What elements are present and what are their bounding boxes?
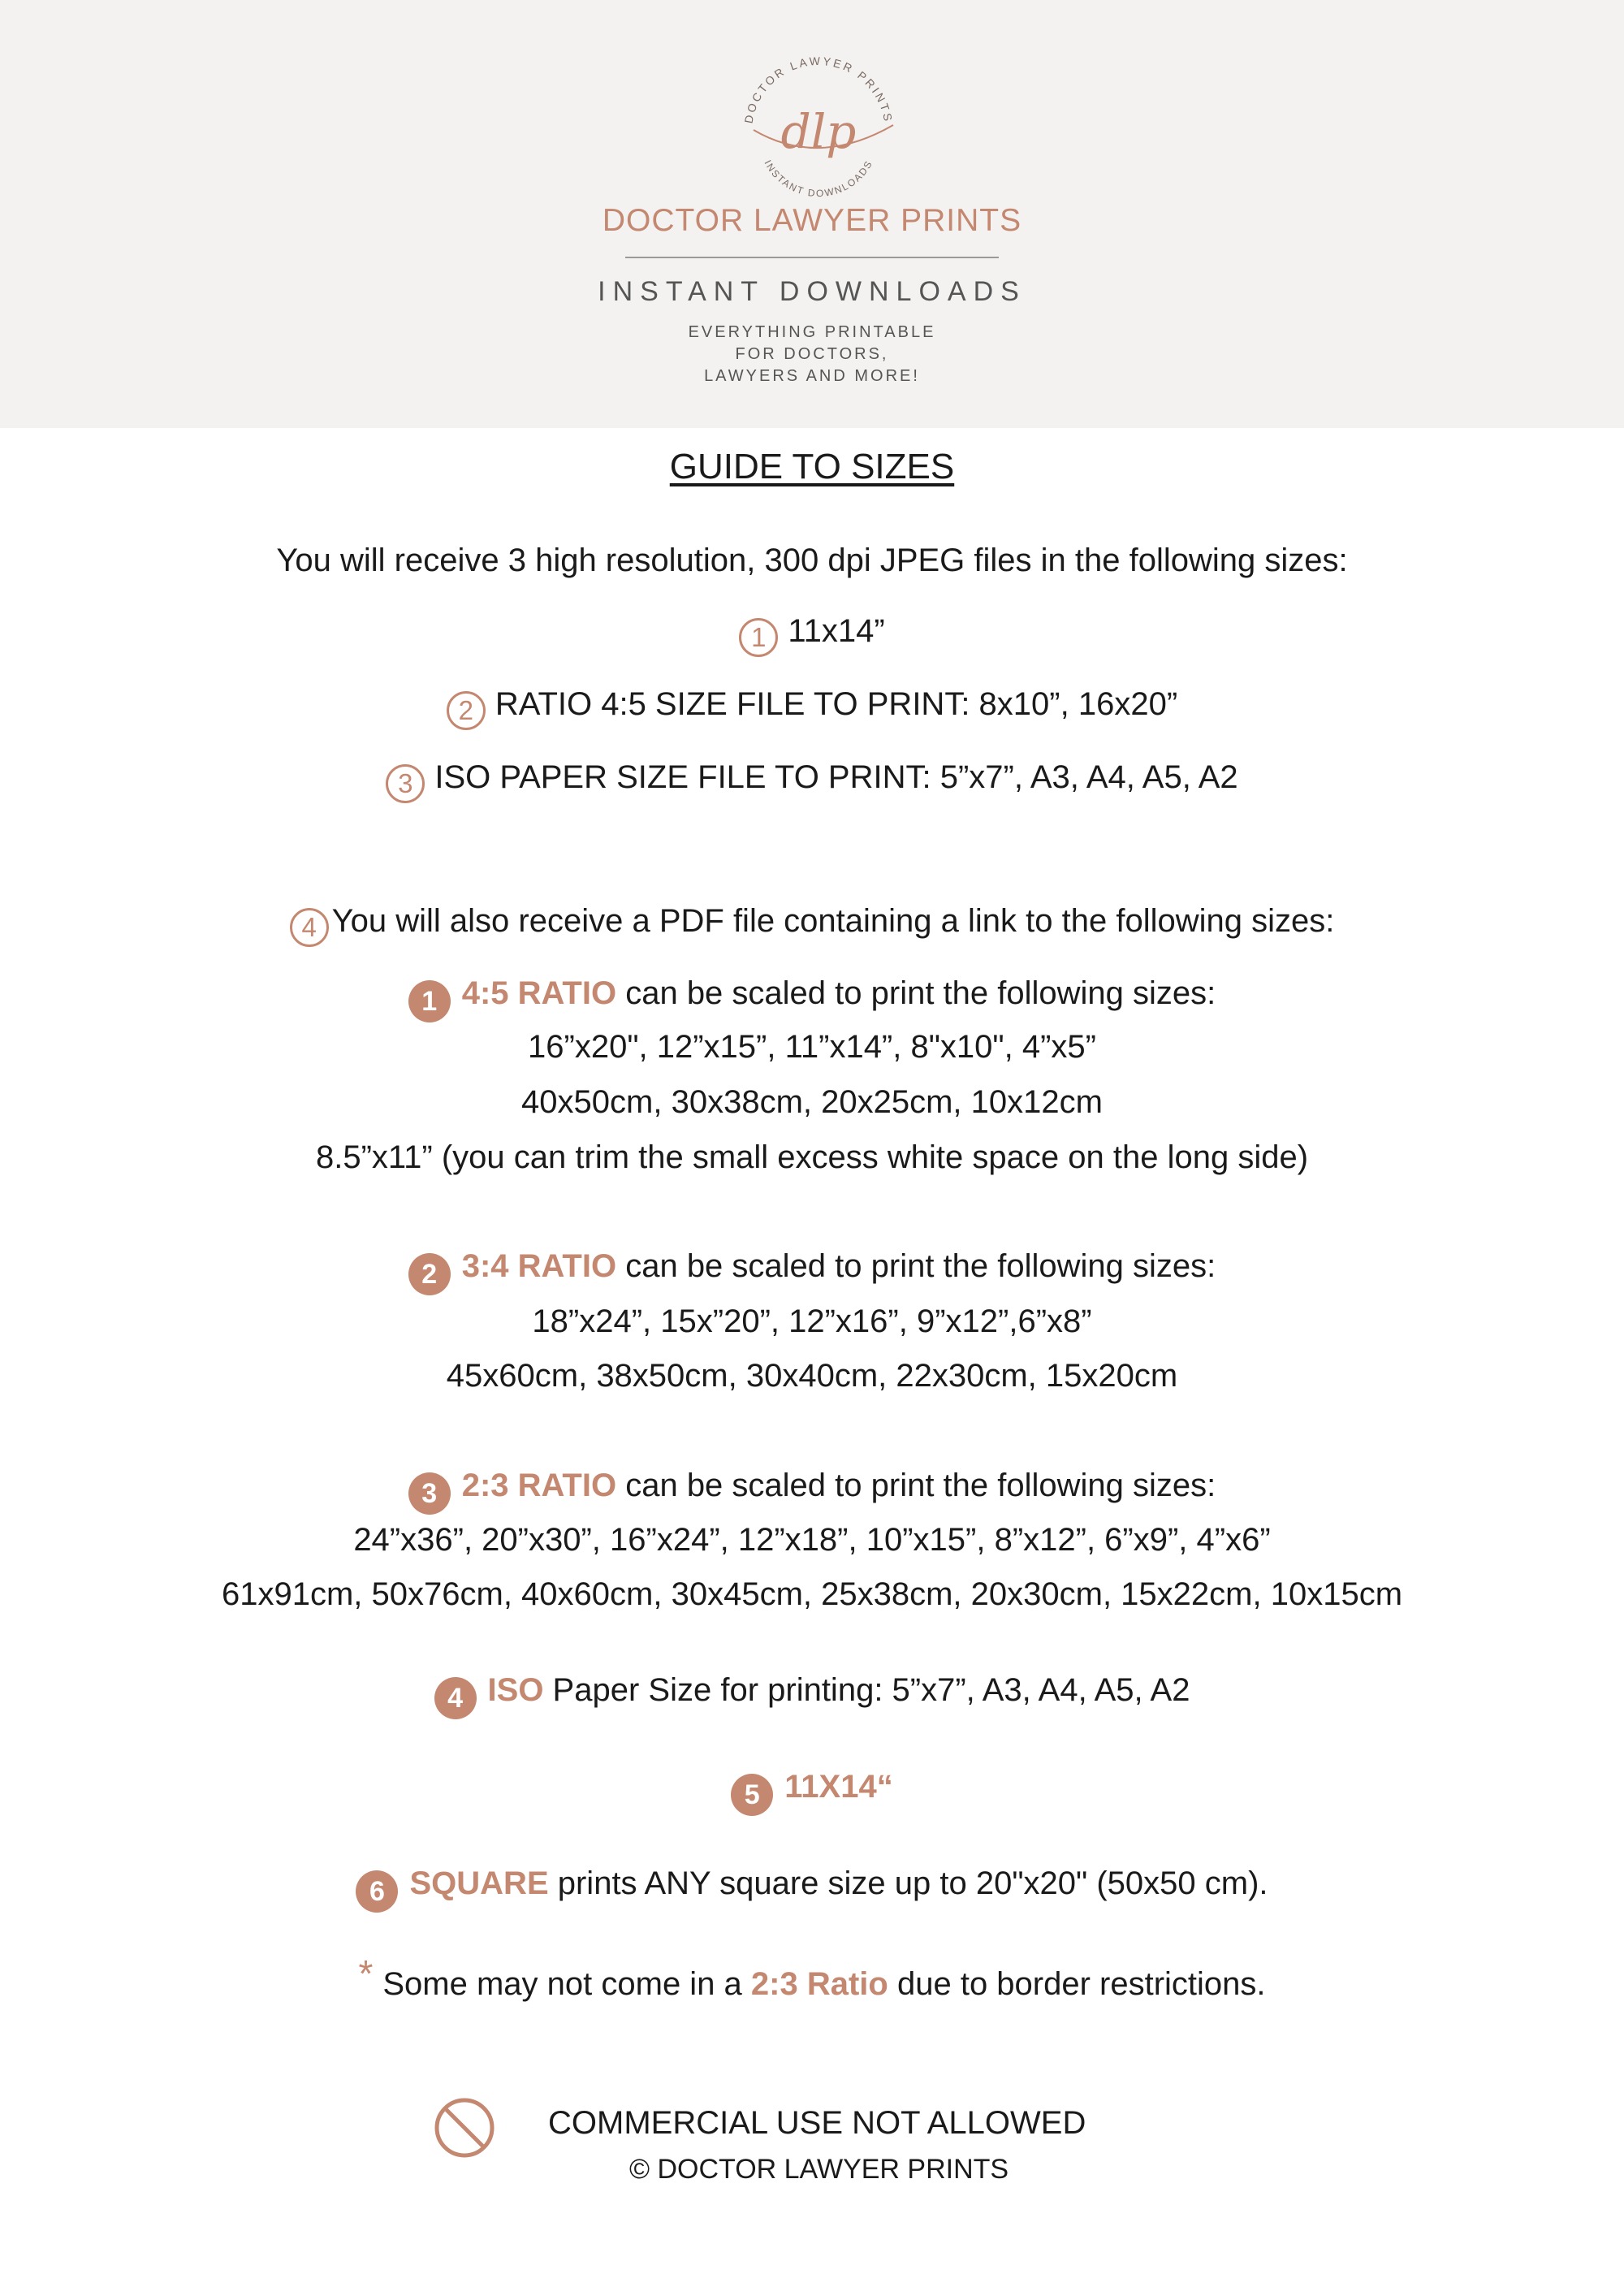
ratio-text: can be scaled to print the following sizes: — [616, 1248, 1216, 1284]
ratio-text: can be scaled to print the following sizes: — [616, 975, 1216, 1011]
logo-monogram: dlp — [780, 104, 857, 159]
ratio-label: 2:3 RATIO — [461, 1468, 617, 1503]
ratio-heading — [0, 1247, 1624, 1295]
logo-ring-top: DOCTOR LAWYER PRINTS — [741, 54, 896, 125]
pdf-intro-text: You will also receive a PDF file containing a link to the following sizes: — [331, 903, 1335, 939]
jpeg-file-text: RATIO 4:5 SIZE FILE TO PRINT: 8x10”, 16x20” — [495, 686, 1178, 722]
ratio-heading — [0, 974, 1624, 1022]
jpeg-file-text: 11x14” — [788, 613, 885, 649]
note-text: due to border restrictions. — [888, 1966, 1266, 2002]
svg-text:INSTANT DOWNLOADS — [762, 158, 875, 200]
size-list: 18”x24”, 15x”20”, 12”x16”, 9”x12”,6”x8” — [532, 1303, 1092, 1339]
border-note — [0, 1954, 1624, 2004]
filled-circle-icon: 1 — [408, 980, 451, 1022]
jpeg-file-item — [0, 612, 1624, 657]
page-title: GUIDE TO SIZES — [669, 447, 955, 486]
numbered-circle-icon: 1 — [739, 618, 778, 657]
ratio-label: 11X14“ — [784, 1769, 893, 1805]
jpeg-file-item — [0, 758, 1624, 803]
ratio-label: 4:5 RATIO — [461, 975, 617, 1011]
header — [0, 0, 1624, 428]
pdf-intro — [0, 901, 1624, 947]
numbered-circle-icon: 4 — [290, 908, 329, 947]
commercial-notice: COMMERCIAL USE NOT ALLOWED — [548, 2105, 1086, 2141]
filled-circle-icon: 4 — [434, 1677, 477, 1719]
brand-subtitle: INSTANT DOWNLOADS — [598, 276, 1026, 307]
jpeg-file-text: ISO PAPER SIZE FILE TO PRINT: 5”x7”, A3, A4, A5, A2 — [434, 759, 1238, 795]
ratio-heading — [0, 1671, 1624, 1719]
size-list: 16”x20", 12”x15”, 11”x14”, 8"x10", 4”x5” — [528, 1029, 1096, 1065]
size-list: 24”x36”, 20”x30”, 16”x24”, 12”x18”, 10”x15”, 8”x12”, 6”x9”, 4”x6” — [353, 1522, 1271, 1558]
size-list: 45x60cm, 38x50cm, 30x40cm, 22x30cm, 15x20cm — [446, 1358, 1178, 1394]
tagline-line: FOR DOCTORS, — [735, 345, 889, 363]
numbered-circle-icon: 3 — [386, 764, 425, 803]
filled-circle-icon: 3 — [408, 1472, 451, 1515]
brand-divider — [625, 257, 999, 258]
ratio-text: Paper Size for printing: 5”x7”, A3, A4, A5, A2 — [543, 1672, 1190, 1708]
note-text: Some may not come in a — [382, 1966, 751, 2002]
ratio-heading — [0, 1767, 1624, 1816]
ratio-heading — [0, 1864, 1624, 1913]
ratio-label: SQUARE — [409, 1865, 549, 1901]
ratio-label: 3:4 RATIO — [461, 1248, 617, 1284]
logo-icon — [705, 34, 932, 213]
tagline-line: LAWYERS AND MORE! — [704, 367, 920, 385]
tagline-line: EVERYTHING PRINTABLE — [688, 323, 936, 341]
ratio-heading — [0, 1466, 1624, 1515]
ratio-label: ISO — [487, 1672, 544, 1708]
brand-name: DOCTOR LAWYER PRINTS — [602, 203, 1022, 238]
numbered-circle-icon: 2 — [447, 691, 486, 730]
copyright-text: © DOCTOR LAWYER PRINTS — [629, 2154, 1009, 2185]
filled-circle-icon: 5 — [731, 1774, 773, 1816]
ratio-text: can be scaled to print the following sizes: — [616, 1468, 1216, 1503]
filled-circle-icon: 2 — [408, 1253, 451, 1295]
logo-ring-bottom: INSTANT DOWNLOADS — [762, 158, 875, 200]
size-list: 61x91cm, 50x76cm, 40x60cm, 30x45cm, 25x38cm, 20x30cm, 15x22cm, 10x15cm — [221, 1576, 1403, 1612]
size-list: 40x50cm, 30x38cm, 20x25cm, 10x12cm — [521, 1084, 1103, 1120]
asterisk-icon: * — [358, 1952, 374, 1995]
no-entry-icon — [432, 2095, 497, 2160]
note-accent: 2:3 Ratio — [750, 1966, 888, 2002]
filled-circle-icon: 6 — [356, 1870, 398, 1913]
ratio-text: prints ANY square size up to 20"x20" (50x50 cm). — [548, 1865, 1268, 1901]
intro-text: You will receive 3 high resolution, 300 dpi JPEG files in the following sizes: — [276, 543, 1348, 578]
brand-tagline — [0, 322, 1624, 387]
size-list: 8.5”x11” (you can trim the small excess white space on the long side) — [315, 1139, 1309, 1175]
jpeg-file-item — [0, 685, 1624, 730]
